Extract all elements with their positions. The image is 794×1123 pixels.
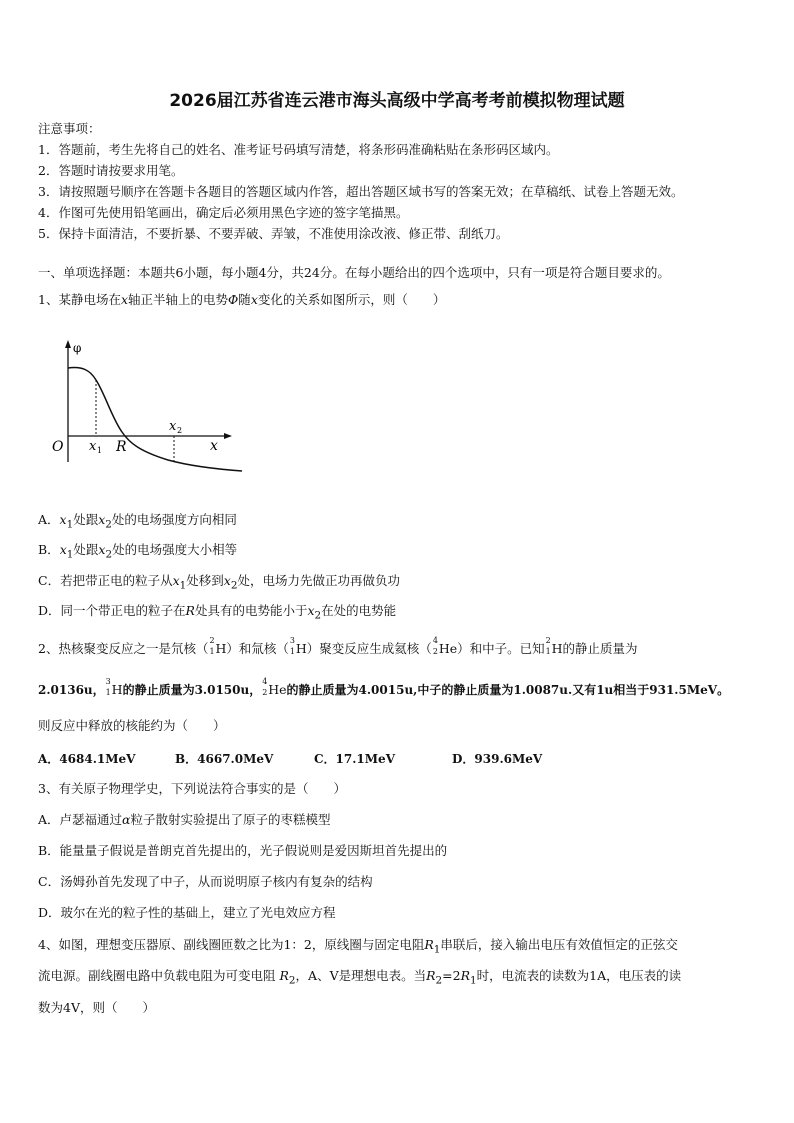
axis-y-label: φ bbox=[73, 341, 82, 355]
notice-item-2: 2．答题时请按要求用笔。 bbox=[38, 163, 184, 178]
question-1-stem: 1、某静电场在x轴正半轴上的电势Φ随x变化的关系如图所示，则（ ） bbox=[38, 292, 446, 307]
origin-label: O bbox=[52, 439, 64, 455]
notice-heading: 注意事项： bbox=[38, 121, 101, 136]
axis-x-label: x bbox=[210, 438, 218, 454]
q1-option-c: C．若把带正电的粒子从$x_1$处移到$x_2$处，电场力先做正功再做负功 bbox=[38, 573, 400, 592]
x1-label: x bbox=[89, 439, 97, 454]
q2-option-b: B．4667.0MeV bbox=[175, 752, 274, 766]
question-2-line-1: 2、热核聚变反应之一是氘核（ 2 1 H）和氚核（ 3 1 H）聚变反应生成氦核（ 4 2 He）和中子。已知 2 1 H的静止质量为 bbox=[38, 636, 638, 656]
question-2-line-2: 2.0136u， 3 1 H的静止质量为3.0150u， 4 2 He的静止质量为4.0015u,中子的静止质量为1.0087u.又有1u相当于931.5MeV。 bbox=[38, 677, 730, 697]
q3-option-b: B．能量量子假说是普朗克首先提出的，光子假说则是爱因斯坦首先提出的 bbox=[38, 843, 448, 858]
potential-graph bbox=[50, 332, 250, 482]
notice-item-1: 1．答题前，考生先将自己的姓名、准考证号码填写清楚，将条形码准确粘贴在条形码区域内。 bbox=[38, 142, 559, 157]
question-4-line-1: 4、如图，理想变压器原、副线圈匝数之比为1：2，原线圈与固定电阻$R_1$串联后，接入输出电压有效值恒定的正弦交 bbox=[38, 937, 678, 956]
x2-sub: 2 bbox=[177, 426, 183, 435]
question-3-stem: 3、有关原子物理学史，下列说法符合事实的是（ ） bbox=[38, 781, 346, 796]
q2-option-c: C．17.1MeV bbox=[314, 752, 396, 766]
q3-option-d: D．玻尔在光的粒子性的基础上，建立了光电效应方程 bbox=[38, 905, 336, 920]
q2-option-d: D．939.6MeV bbox=[452, 752, 543, 766]
question-4-line-2: 流电源。副线圈电路中负载电阻为可变电阻 $R_2$，A、V是理想电表。当$R_2=2R_1$时，电流表的读数为1A，电压表的读 bbox=[38, 968, 682, 987]
question-4-line-3: 数为4V，则（ ） bbox=[38, 1000, 155, 1015]
page-title: 2026届江苏省连云港市海头高级中学高考考前模拟物理试题 bbox=[169, 91, 625, 111]
x2-label: x bbox=[169, 419, 177, 434]
phi-axis-arrow bbox=[65, 340, 71, 348]
q1-option-d: D．同一个带正电的粒子在R处具有的电势能小于$x_2$在处的电势能 bbox=[38, 603, 397, 622]
section-heading: 一、单项选择题：本题共6小题，每小题4分，共24分。在每小题给出的四个选项中，只有一项是符合题目要求的。 bbox=[38, 265, 670, 280]
q3-option-a: A．卢瑟福通过α粒子散射实验提出了原子的枣糕模型 bbox=[38, 812, 331, 827]
x-axis-arrow bbox=[224, 433, 232, 439]
notice-item-5: 5．保持卡面清洁，不要折暴、不要弄破、弄皱，不准使用涂改液、修正带、刮纸刀。 bbox=[38, 226, 509, 241]
x1-sub: 1 bbox=[97, 446, 103, 455]
question-2-line-3: 则反应中释放的核能约为（ ） bbox=[38, 718, 226, 733]
r-label: R bbox=[116, 439, 127, 455]
potential-curve bbox=[68, 368, 242, 472]
notice-item-4: 4．作图可先使用铅笔画出，确定后必须用黑色字迹的签字笔描黑。 bbox=[38, 205, 409, 220]
q1-option-b: B．$x_1$处跟$x_2$处的电场强度大小相等 bbox=[38, 542, 238, 561]
q3-option-c: C．汤姆孙首先发现了中子，从而说明原子核内有复杂的结构 bbox=[38, 874, 373, 889]
q2-option-a: A．4684.1MeV bbox=[38, 752, 136, 766]
q1-option-a: A．$x_1$处跟$x_2$处的电场强度方向相同 bbox=[38, 512, 237, 531]
notice-item-3: 3．请按照题号顺序在答题卡各题目的答题区域内作答，超出答题区域书写的答案无效；在草稿纸、试卷上答题无效。 bbox=[38, 184, 684, 199]
